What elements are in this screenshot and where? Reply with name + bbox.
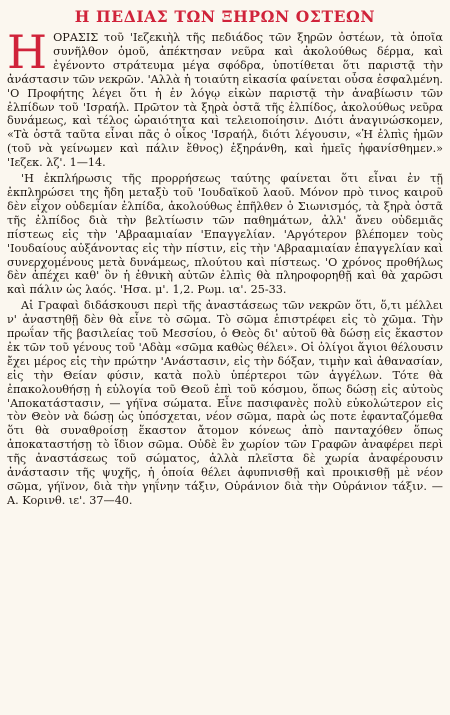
- paragraph-2: 'Η ἐκπλήρωσις τῆς προρρήσεως ταύτης φαίνεται ὅτι εἶναι ἐν τῇ ἐκπληρώσει της ἤδη μεταξὺ τοῦ 'Ιουδαϊκοῦ λαοῦ. Μόνον πρὸ τινος καιροῦ δὲν εἶχον οὐδεμίαν ἐλπίδα, ἀκολούθως ἐπῆλθεν ὁ Σιωνισμός, τὰ ξηρὰ ὀστᾶ τῆς ἐλπίδος διὰ τὴν βελτίωσιν τῶν παθημάτων, ἀλλ' ἄνευ οὐδεμιᾶς πίστεως εἰς τὴν 'Αβρααμιαίαν 'Επαγγελίαν. 'Αργότερον βλέπομεν τοὺς 'Ιουδαίους αὐξάνοντας εἰς τὴν πίστιν, εἰς τὴν 'Αβρααμιαίαν ἐπαγγελίαν καὶ συνερχομένους μετὰ δυνάμεως, πλούτου καὶ πίστεως. 'Ο χρόνος προθήλως δὲν ἀπέχει καθ' ὃν ἡ ἐθνικὴ αὐτῶν ἐλπὶς θὰ πληροφορηθῇ καὶ θὰ χαρῶσι καὶ πάλιν ὡς λαός. 'Ησα. μ'. 1,2. Ρωμ. ια'. 25-33.: [7, 172, 443, 297]
- lead-paragraph-block: [7, 25, 443, 170]
- paragraph-1: ΟΡΑΣΙΣ τοῦ 'Ιεζεκιὴλ τῆς πεδιάδος τῶν ξηρῶν ὀστέων, τὰ ὁποῖα συνῆλθον ὁμοῦ, ἀπέκτησαν νεῦρα καὶ ἀκολούθως δέρμα, καὶ ἐγένοντο στράτευμα μέγα σφόδρα, ὑποτίθεται ὅτι παριστᾷ τὴν ἀνάστασιν τῶν νεκρῶν. 'Αλλὰ ἡ τοιαύτη εἰκασία φαίνεται οὖσα ἐσφαλμένη. 'Ο Προφήτης λέγει ὅτι ἡ ἐν λόγῳ εἰκὼν παριστᾷ τὴν ἀναβίωσιν τῶν ἐλπίδων τοῦ 'Ισραήλ. Πρῶτον τὰ ξηρὰ ὀστᾶ τῆς ἐλπίδος, ἀκολούθως νεῦρα δυνάμεως, καὶ τέλος ὡραιότητα καὶ τελειοποίησιν. Διότι ἀναγινώσκομεν, «Τὰ ὀστᾶ ταῦτα εἶναι πᾶς ὁ οἶκος 'Ισραήλ, διότι λέγουσιν, «Ἡ ἐλπὶς ἡμῶν (τοῦ νὰ γείνωμεν καὶ πάλιν ἔθνος) ἐξηράνθη, καὶ ἡμεῖς ἠφανίσθημεν.» 'Ιεζεκ. λζ'. 1—14.: [7, 31, 443, 170]
- drop-cap: Η: [7, 25, 48, 79]
- paragraph-3: Αἱ Γραφαὶ διδάσκουσι περὶ τῆς ἀναστάσεως τῶν νεκρῶν ὅτι, ὅ,τι μέλλει ν' ἀναστηθῇ δὲν θὰ εἶνε τὸ σῶμα. Τὸ σῶμα ἐπιστρέφει εἰς τὸ χῶμα. Τὴν πρωΐαν τῆς βασιλείας τοῦ Μεσσίου, ὁ Θεὸς δι' αὐτοῦ θὰ δώσῃ εἰς ἕκαστον ἐκ τῶν τοῦ γένους τοῦ 'Αδὰμ «σῶμα καθὼς θέλει». Οἱ ὀλίγοι ἅγιοι θέλουσιν ἔχει μέρος εἰς τὴν πρώτην 'Ανάστασιν, εἰς τὴν δόξαν, τιμὴν καὶ ἀθανασίαν, εἰς τὴν Θείαν φύσιν, κατὰ πολὺ ὑπέρτεροι τῶν ἀγγέλων. Τότε θὰ ἐπακολουθήσῃ ἡ εὐλογία τοῦ Θεοῦ ἐπὶ τοῦ κόσμου, ὅπως δώσῃ εἰς αὐτοὺς 'Αποκατάστασιν, — γήϊνα σώματα. Εἶνε πασιφανὲς πολὺ εὐκολώτερον εἰς τὸν Θεὸν νὰ δώσῃ ὡς ὑπόσχεται, νέον σῶμα, παρὰ ὡς ποτε ἐφανταζόμεθα ὅτι θὰ συναθροίσῃ ἕκαστον ἄτομον κόνεως ἀπὸ πανταχόθεν ὅπως ἀποκαταστήσῃ τὸ ἴδιον σῶμα. Οὐδὲ ἓν χωρίον τῶν Γραφῶν ἀναφέρει περὶ τῆς ἀναστάσεως τοῦ σώματος, ἀλλὰ πλεῖστα δὲ χωρία ἀναφέρουσιν ἀνάστασιν τῆς ψυχῆς, ἡ ὁποία θέλει ἀφυπνισθῇ καὶ προικισθῇ μὲ νέον σῶμα, γήϊνον, διὰ τὴν γηΐνην τάξιν, Οὐράνιον διὰ τὴν Οὐράνιον τάξιν. — Α. Κορινθ. ιε'. 37—40.: [7, 299, 443, 507]
- article-title: Η ΠΕΔΙΑΣ ΤΩΝ ΞΗΡΩΝ ΟΣΤΕΩΝ: [74, 7, 376, 26]
- article-page: [7, 6, 443, 709]
